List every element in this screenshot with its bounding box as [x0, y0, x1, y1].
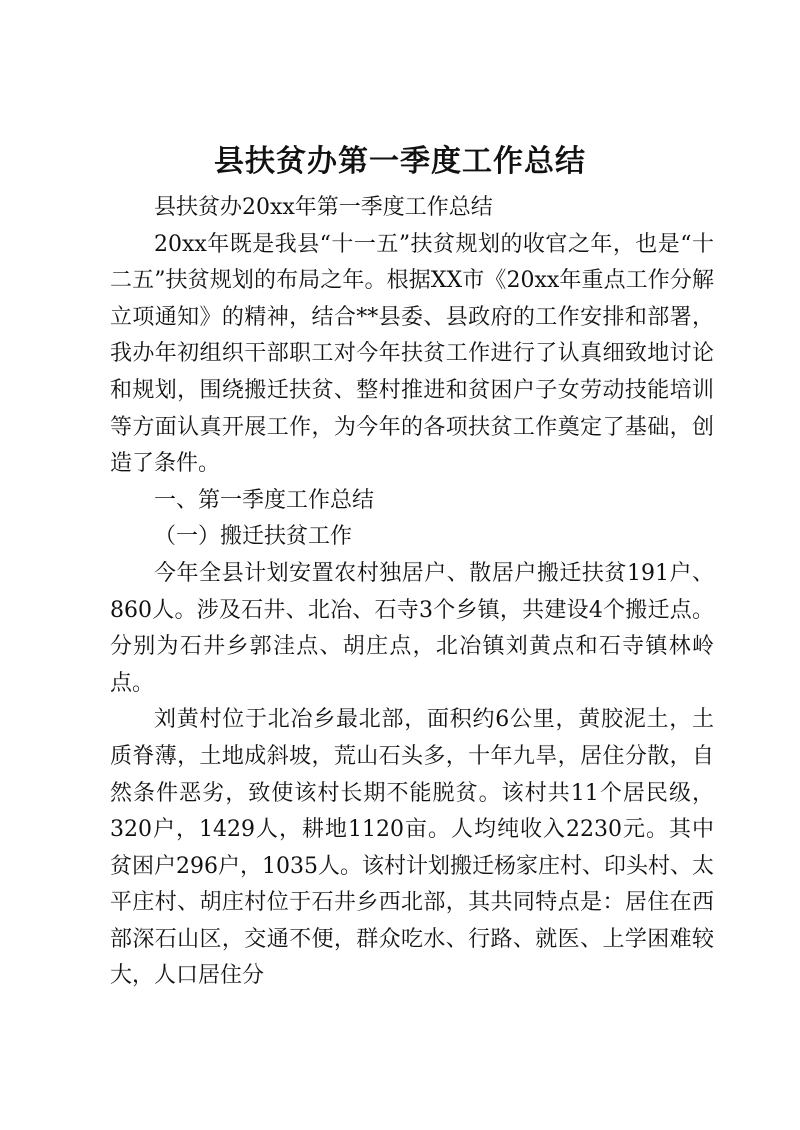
subsection-heading: （一）搬迁扶贫工作	[154, 524, 353, 550]
relocation-paragraph: 今年全县计划安置农村独居户、散居户搬迁扶贫191户、860人。涉及石井、北冶、石寺3个乡镇，共建设4个搬迁点。分别为石井乡郭洼点、胡庄点，北冶镇刘黄点和石寺镇林岭点。	[110, 560, 714, 696]
document-body	[110, 190, 714, 995]
subtitle-paragraph: 县扶贫办20xx年第一季度工作总结	[154, 195, 493, 220]
document-title: 县扶贫办第一季度工作总结	[214, 144, 586, 179]
section-heading: 一、第一季度工作总结	[154, 487, 375, 513]
intro-paragraph: 20xx年既是我县“十一五”扶贫规划的收官之年，也是“十二五”扶贫规划的布局之年。根据XX市《20xx年重点工作分解立项通知》的精神，结合**县委、县政府的工作安排和部署，我办年初组织干部职工对今年扶贫工作进行了认真细致地讨论和规划，围绕搬迁扶贫、整村推进和贫困户子女劳动技能培训等方面认真开展工作，为今年的各项扶贫工作奠定了基础，创造了条件。	[110, 231, 714, 477]
village-paragraph: 刘黄村位于北冶乡最北部，面积约6公里，黄胶泥土，土质脊薄，土地成斜坡，荒山石头多，十年九旱，居住分散，自然条件恶劣，致使该村长期不能脱贫。该村共11个居民级，320户，1429人，耕地1120亩。人均纯收入2230元。其中贫困户296户，1035人。该村计划搬迁杨家庄村、印头村、太平庄村、胡庄村位于石井乡西北部，其共同特点是：居住在西部深石山区，交通不便，群众吃水、行路、就医、上学困难较大，人口居住分	[110, 707, 714, 989]
